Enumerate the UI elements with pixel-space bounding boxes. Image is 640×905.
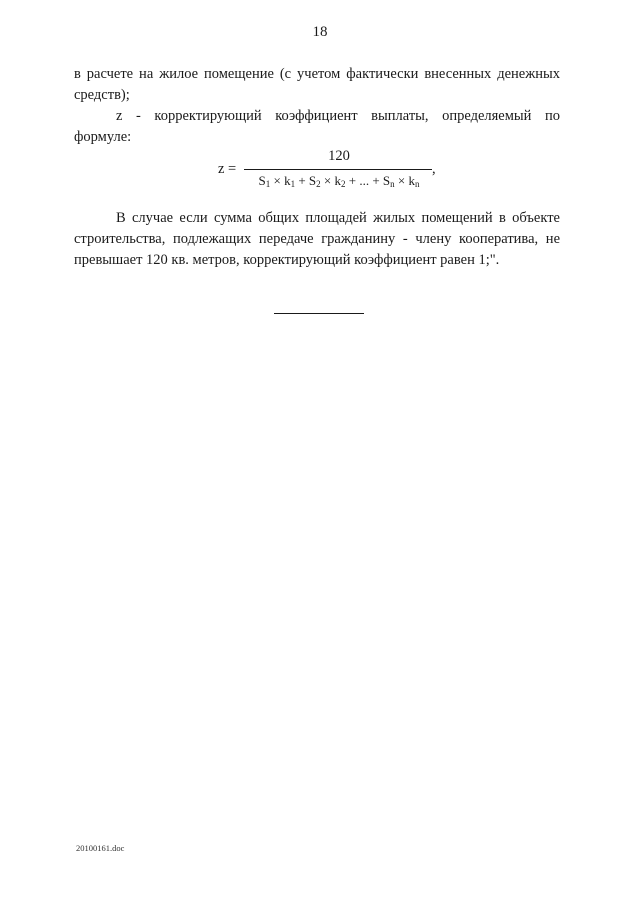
footer-filename: 20100161.doc xyxy=(76,843,125,853)
end-separator-line xyxy=(274,313,364,314)
formula-denominator: $S_1 \times k_1 + S_2 \times k_2$ + ... + $S_n \times k_n$ xyxy=(258,173,420,189)
formula-z xyxy=(218,148,438,194)
formula-numerator: 120 xyxy=(328,148,350,164)
page-number: 18 xyxy=(312,24,328,40)
paragraph-z-definition: z - корректирующий коэффициент выплаты, определяемый по формуле: xyxy=(74,108,560,145)
formula-fraction-bar xyxy=(244,169,432,170)
formula-lhs: z = xyxy=(218,161,237,177)
paragraph-area-condition: В случае если сумма общих площадей жилых помещений в объекте строительства, подлежащих передаче гражданину - члену кооператива, не превышает 120 кв. метров, корректирующий коэффициент равен 1;". xyxy=(74,210,560,268)
paragraph-payment-basis: в расчете на жилое помещение (с учетом фактически внесенных денежных средств); xyxy=(74,66,560,103)
formula-trailing-comma: , xyxy=(432,161,436,177)
